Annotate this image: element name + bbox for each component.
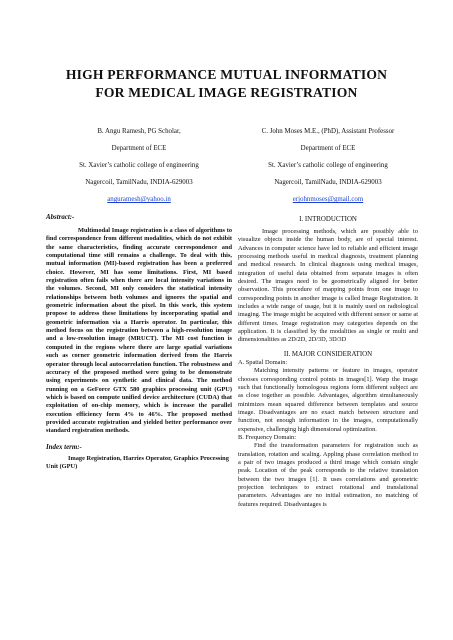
author-right-college: St. Xavier’s catholic college of engineering (268, 162, 388, 169)
introduction-text: Image processing methods, which are possibly able to visualize objects inside the human body, are of special interest. Advances in computer science have led to reliable and efficient image processing methods useful in medical diagnosis, treatment planning and medical research. In clinical diagnosis using medical images, integration of useful data obtained from separate images is often desired. The images need to be geometrically aligned for better observation. This procedure of mapping points from one image to corresponding points in another image is called Image Registration. It includes a wide range of usage, but it is mainly used on radiological imaging. The image might be acquired with different sensor or same at different times. Image registration may categories depends on the application. It is classified by the modalities as single or multi and dimensionalities as 2D/2D, 2D/3D, 3D/3D (238, 228, 418, 344)
index-term-label: Index term:- (46, 443, 82, 451)
title-line-1: HIGH PERFORMANCE MUTUAL INFORMATION (65, 67, 388, 82)
abstract-text: Multimodal Image registration is a class of algorithms to find correspondence from different modalities, which do not exhibit the same characteristics, finding accurate correspondence and computational time still remains a challenge. To deal with this, mutual information (MI)-based registration has been a preferred choice. However, MI has some limitations. First, MI based registration often fails when there are local intensity variations in the volumes. Second, MI only considers the statistical intensity relationships between both volumes and ignores the spatial and geometric information about the pixel. In this work, this system propose to address these limitations by incorporating spatial and geometric information via a Harris operator. In particular, this method focus on the registration between a high-resolution image and a low-resolution image (MRUCT). The MI cost function is computed in the regions where there are large spatial variations such as corner geometric information derived from the Harris operator through local autocorrelation function. The robustness and accuracy of the proposed method were going to be demonstrate using experiments on synthetic and clinical data. The method running on a GeForce GTX 580 graphics processing unit (GPU) which is based on compute unified device architecture (CUDA) that exploitation of on-chip memory, which is increase the parallel execution efficiency form 4% to 46%. The proposed method provided accurate registration and yielded better performance over standard registration methods. (46, 227, 232, 435)
spatial-domain-text: Matching intensity patterns or feature in images, operator chooses corresponding control points in images[1]. Warp the image such that functionally homologous regions form different subject are as close together as possible. Advantages, algorithm simultaneously minimizes mean squared difference between templates and source image. Disadvantages are no exact match between structure and function, not enough information in the images, computationally expensive, challenging high dimensional optimization. (238, 367, 418, 433)
subsection-spatial-domain-label: A. Spatial Domain: (238, 358, 288, 366)
index-term-text: Image Registration, Harries Operator, Graphics Processing Unit (GPU) (46, 454, 229, 470)
author-left-email-link[interactable]: anguramesh@yahoo.in (107, 196, 171, 203)
author-right-dept: Department of ECE (300, 145, 356, 152)
author-right-block (238, 128, 418, 213)
author-left-college: St. Xavier’s catholic college of engineering (79, 162, 199, 169)
author-left-dept: Department of ECE (111, 145, 167, 152)
right-column (238, 128, 418, 509)
author-left-name: B. Angu Ramesh, PG Scholar, (97, 128, 181, 135)
frequency-domain-text: Find the transformation parameters for registration such as translation, rotation and scaling. Appling phase correlation method to a pair of two images produced a third image which contain single peak. Location of the peak corresponds to the relative translation between the two images [1]. It uses correlations and geometric projection techniques to extract rotational and translational parameters. Advantages are no initial estimation, no matching of features required. Disadvantages is (238, 442, 418, 508)
title-line-2: FOR MEDICAL IMAGE REGISTRATION (95, 85, 358, 100)
author-right-email-link[interactable]: erjohnmoses@gmail.com (292, 196, 364, 203)
author-left-block (46, 128, 232, 213)
section-heading-major-consideration: II. MAJOR CONSIDERATION (283, 350, 373, 358)
subsection-frequency-domain-label: B. Frequency Domain: (238, 433, 296, 441)
author-right-location: Nagercoil, TamilNadu, INDIA-629003 (274, 179, 382, 186)
paper-title (20, 66, 433, 102)
abstract-label: Abstract:- (46, 214, 75, 221)
author-right-name: C. John Moses M.E., (PhD), Assistant Professor (261, 128, 395, 135)
author-left-location: Nagercoil, TamilNadu, INDIA-629003 (85, 179, 193, 186)
section-heading-introduction: I. INTRODUCTION (299, 216, 357, 223)
left-column (46, 128, 232, 471)
